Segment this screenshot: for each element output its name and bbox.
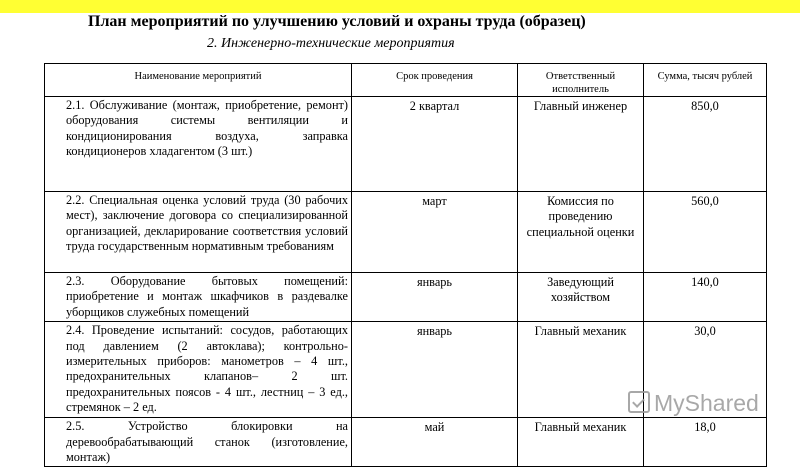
row-sum: 140,0	[644, 273, 767, 322]
row-term: 2 квартал	[352, 97, 518, 192]
row-description: 2.1. Обслуживание (монтаж, приобретение, ремонт) оборудования системы вентиляции и кондиционирования воздуха, заправка кондиционеров хладагентом (3 шт.)	[45, 97, 352, 192]
column-header-term: Срок проведения	[352, 64, 518, 97]
row-description: 2.4. Проведение испытаний: сосудов, работающих под давлением (2 автоклава); контрольно-измерительных приборов: манометров – 4 шт., предохранительных клапанов– 2 шт. предохранительных поясов - 4 шт., лестниц – 3 ед., стремянок – 2 ед.	[45, 322, 352, 418]
watermark-logo-icon	[628, 391, 650, 413]
table-row	[45, 192, 767, 273]
column-header-sum: Сумма, тысяч рублей	[644, 64, 767, 97]
row-term: январь	[352, 322, 518, 418]
row-responsible: Главный механик	[518, 418, 644, 467]
row-term: май	[352, 418, 518, 467]
row-responsible: Главный механик	[518, 322, 644, 418]
row-responsible: Комиссия по проведению специальной оценки	[518, 192, 644, 273]
row-description: 2.3. Оборудование бытовых помещений: приобретение и монтаж шкафчиков в раздевалке уборщиков служебных помещений	[45, 273, 352, 322]
row-sum: 850,0	[644, 97, 767, 192]
column-header-responsible: Ответственный исполнитель	[518, 64, 644, 97]
table-row	[45, 418, 767, 467]
row-description: 2.2. Специальная оценка условий труда (30 рабочих мест), заключение договора со специализированной организацией, декларирование соответствия условий труда государственным нормативным требованиям	[45, 192, 352, 273]
row-sum: 18,0	[644, 418, 767, 467]
table-row	[45, 97, 767, 192]
watermark-text: MyShared	[654, 390, 759, 416]
row-description: 2.5. Устройство блокировки на деревообрабатывающий станок (изготовление, монтаж)	[45, 418, 352, 467]
column-header-name: Наименование мероприятий	[45, 64, 352, 97]
page-subtitle: 2. Инженерно-технические мероприятия	[207, 36, 455, 51]
table-row	[45, 273, 767, 322]
page-title: План мероприятий по улучшению условий и охраны труда (образец)	[88, 13, 586, 30]
row-term: январь	[352, 273, 518, 322]
row-responsible: Главный инженер	[518, 97, 644, 192]
row-sum: 560,0	[644, 192, 767, 273]
row-sum: 30,0	[644, 322, 767, 418]
top-accent-bar	[0, 0, 800, 13]
row-term: март	[352, 192, 518, 273]
watermark	[628, 390, 759, 417]
table-header-row	[45, 64, 767, 97]
row-responsible: Заведующий хозяйством	[518, 273, 644, 322]
